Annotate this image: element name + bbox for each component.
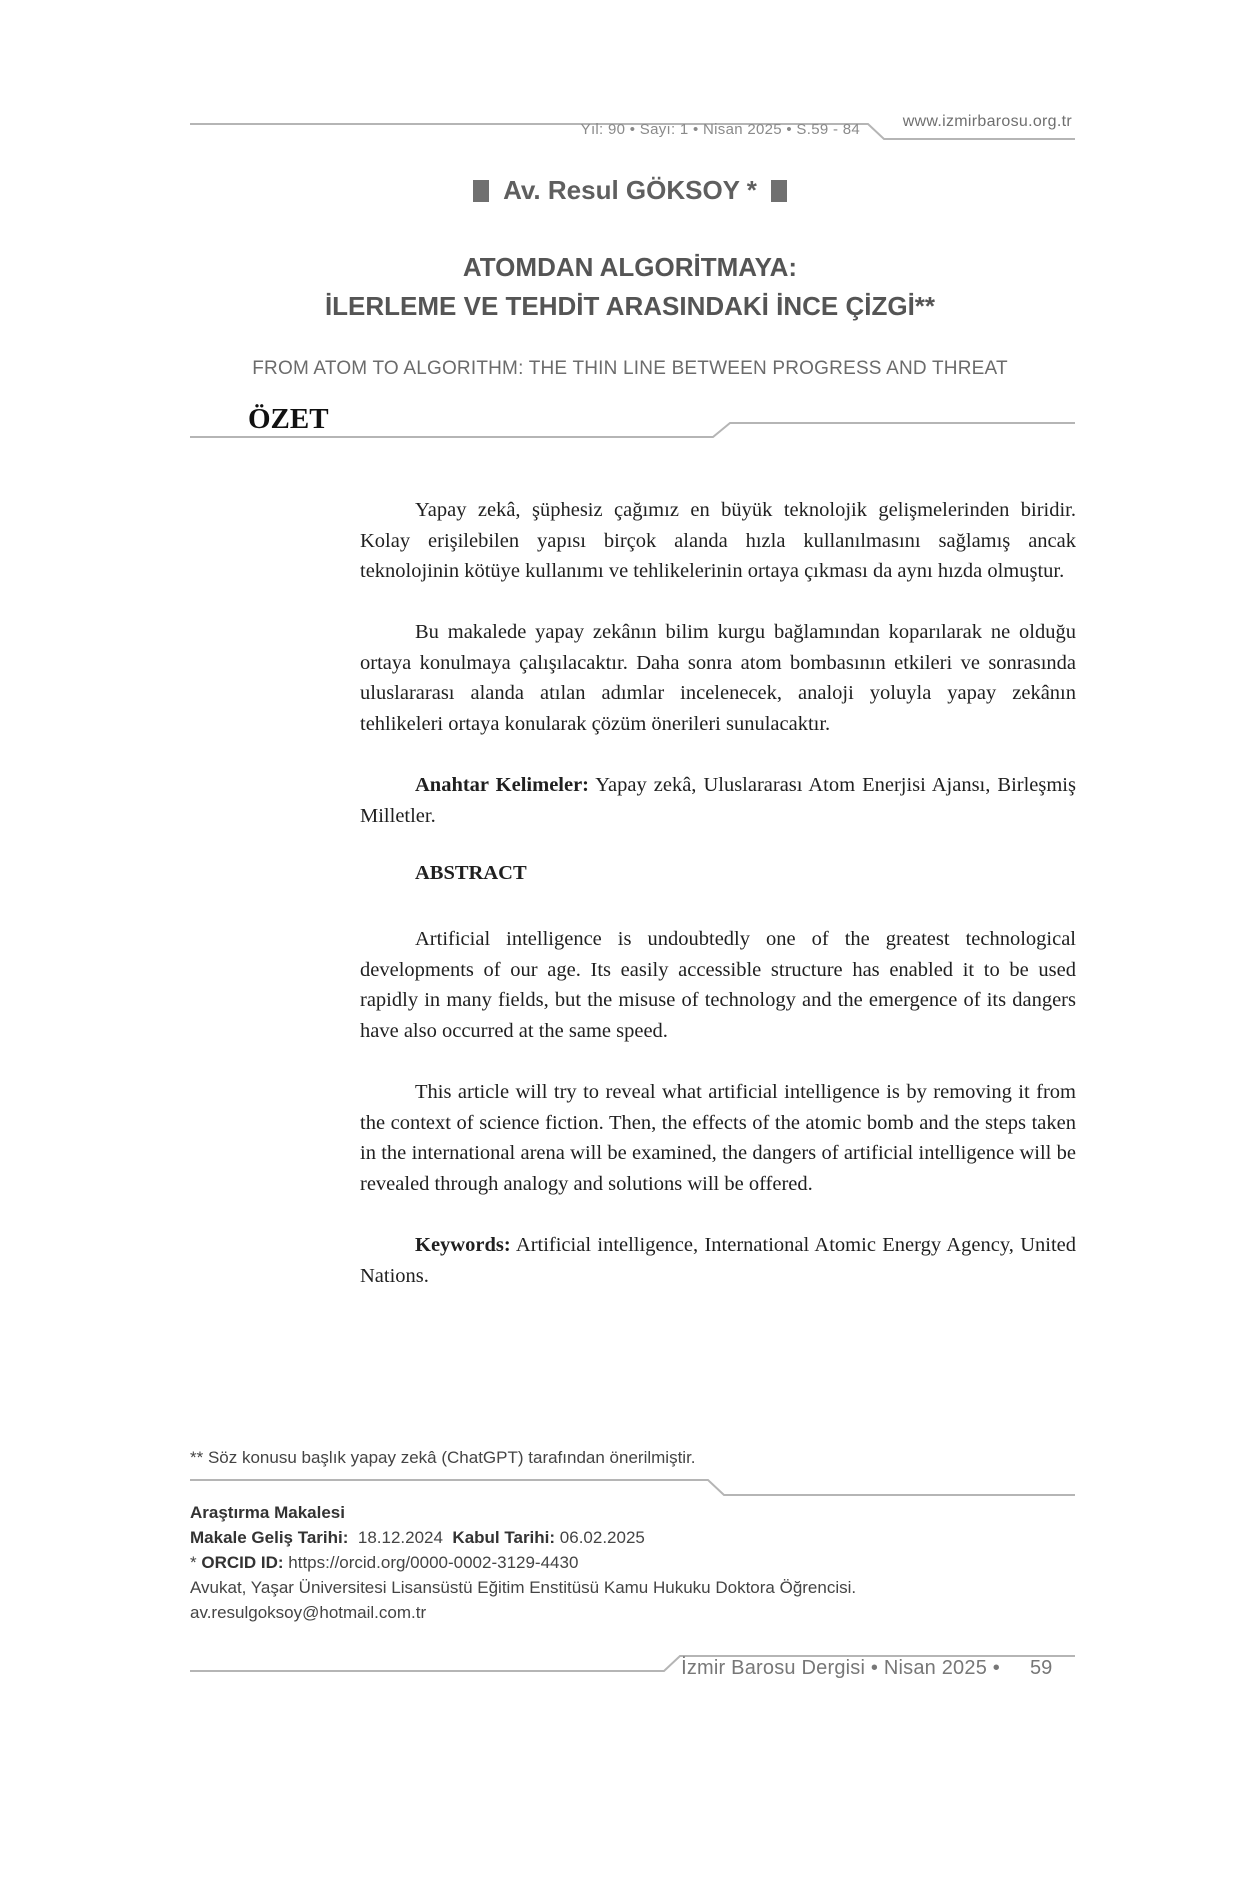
website-link[interactable]: www.izmirbarosu.org.tr [902,113,1072,130]
issue-info: Yıl: 90 • Sayı: 1 • Nisan 2025 • S.59 - 84 [580,121,860,138]
affiliation: Avukat, Yaşar Üniversitesi Lisansüstü Eğitim Enstitüsü Kamu Hukuku Doktora Öğrencisi. [190,1578,857,1597]
ozet-paragraph-1: Yapay zekâ, şüphesiz çağımız en büyük teknolojik gelişmelerinden biridir. Kolay erişilebilen yapısı birçok alanda hızla kullanılmasını sağlamış ancak teknolojinin kötüye kullanımı ve tehlikelerinin ortaya çıkması da aynı hızda olmuştur. [360,499,1076,582]
ozet-paragraph-2: Bu makalede yapay zekânın bilim kurgu bağlamından koparılarak ne olduğu ortaya konulmaya çalışılacaktır. Daha sonra atom bombasının etkileri ve sonrasında uluslararası alanda atılan adımlar incelenecek, analoji yoluyla yapay zekânın tehlikeleri ortaya konularak çözüm önerileri sunulacaktır. [360,621,1076,735]
page-number: 59 [1030,1657,1053,1679]
article-dates: Makale Geliş Tarihi: 18.12.2024 Kabul Tarihi: 06.02.2025 [190,1528,645,1547]
keywords-label: Anahtar Kelimeler: [415,774,590,796]
section-heading-ozet: ÖZET [248,403,329,435]
title-line-1: ATOMDAN ALGORİTMAYA: [462,252,798,282]
abstract-paragraph-2: This article will try to reveal what artificial intelligence is by removing it from the context of science fiction. Then, the effects of the atomic bomb and the steps taken in the international arena will be examined, the dangers of artificial intelligence will be revealed through analogy and solutions will be offered. [360,1081,1076,1195]
article-type: Araştırma Makalesi [190,1503,345,1522]
title-line-2: İLERLEME VE TEHDİT ARASINDAKİ İNCE ÇİZGİ** [324,291,936,321]
author-text: Av. Resul GÖKSOY * [503,175,757,205]
footer-journal: İzmir Barosu Dergisi • Nisan 2025 • [681,1657,1000,1679]
author-name [0,175,1260,206]
footnote: ** Söz konusu başlık yapay zekâ (ChatGPT) tarafından önerilmiştir. [190,1448,696,1467]
english-title: FROM ATOM TO ALGORITHM: THE THIN LINE BETWEEN PROGRESS AND THREAT [252,358,1008,379]
abstract-paragraph-1: Artificial intelligence is undoubtedly one of the greatest technological developments of our age. Its easily accessible structure has enabled it to be used rapidly in many fields, but the misuse of technology and the emergence of its dangers have also occurred at the same speed. [360,928,1076,1042]
square-bullet-icon [771,180,787,202]
abstract-heading: ABSTRACT [415,862,527,884]
orcid-link[interactable]: https://orcid.org/0000-0002-3129-4430 [288,1553,579,1572]
abstract-keywords: Keywords: Artificial intelligence, International Atomic Energy Agency, United Nations. [360,1234,1077,1287]
orcid-line: * ORCID ID: https://orcid.org/0000-0002-3129-4430 [190,1553,579,1572]
keywords-label: Keywords: [415,1234,511,1256]
email-link[interactable]: av.resulgoksoy@hotmail.com.tr [190,1603,427,1622]
square-bullet-icon [473,180,489,202]
ozet-keywords: Anahtar Kelimeler: Yapay zekâ, Uluslararası Atom Enerjisi Ajansı, Birleşmiş Milletler. [360,774,1076,827]
